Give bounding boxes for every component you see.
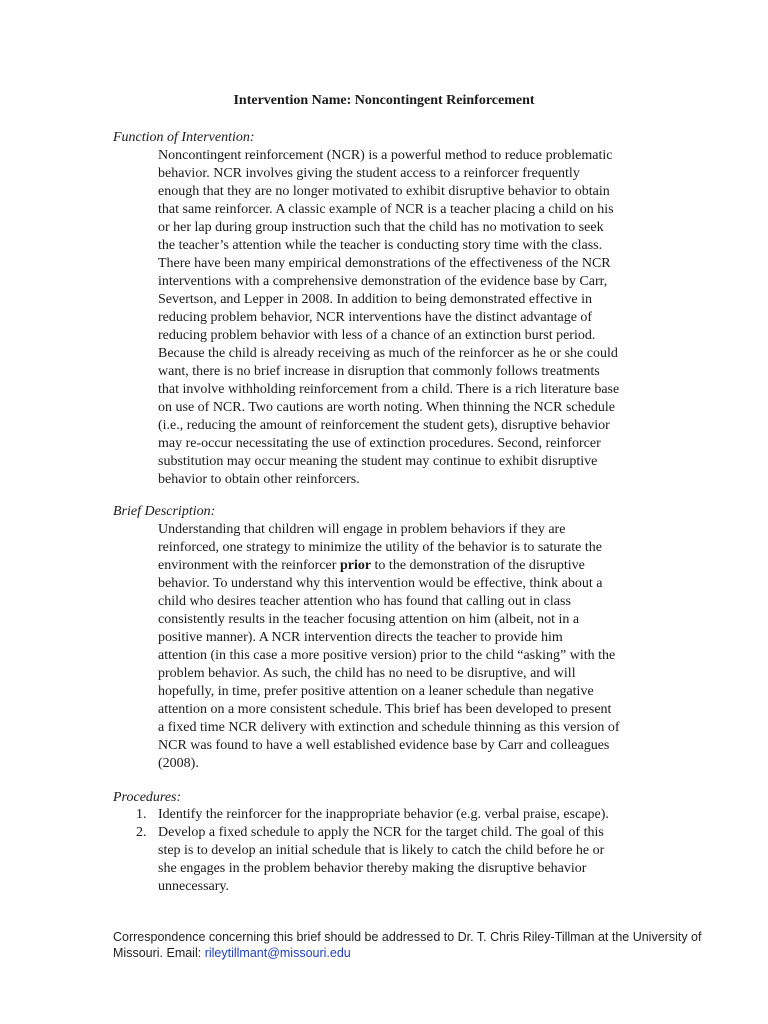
text-line: hopefully, in time, prefer positive attention on a leaner schedule than negative (158, 684, 594, 699)
text-line: unnecessary. (158, 879, 230, 894)
text-line: (i.e., reducing the amount of reinforcement the student gets), disruptive behavior (158, 418, 610, 433)
emphasis-prior: prior (339, 558, 372, 573)
text-line: on use of NCR. Two cautions are worth noting. When thinning the NCR schedule (158, 400, 615, 415)
text-line: Because the child is already receiving as much of the reinforcer as he or she could (158, 346, 618, 361)
text-line: may re-occur necessitating the use of extinction procedures. Second, reinforcer (158, 436, 601, 451)
text-line: interventions with a comprehensive demonstration of the evidence base by Carr, (158, 274, 608, 289)
text-line: There have been many empirical demonstrations of the effectiveness of the NCR (158, 256, 611, 271)
text-line: Identify the reinforcer for the inappropriate behavior (e.g. verbal praise, escape). (158, 807, 609, 822)
text-line: problem behavior. As such, the child has no need to be disruptive, and will (158, 666, 576, 681)
text-line: (2008). (158, 756, 199, 771)
text-line: reducing problem behavior with less of a chance of an extinction burst period. (158, 328, 596, 343)
text-line: reinforced, one strategy to minimize the utility of the behavior is to saturate the (158, 540, 602, 555)
text-line: or her lap during group instruction such that the child has no motivation to seek (158, 220, 604, 235)
text-line: step is to develop an initial schedule that is likely to catch the child before he or (158, 843, 605, 858)
text-line: NCR was found to have a well established evidence base by Carr and colleagues (158, 738, 610, 753)
text-line: substitution may occur meaning the student may continue to exhibit disruptive (158, 454, 598, 469)
footer-text: Missouri. Email: (113, 946, 205, 960)
function-heading: Function of Intervention: (113, 130, 255, 145)
text-line: a fixed time NCR delivery with extinction and schedule thinning as this version of (158, 720, 620, 735)
list-item (136, 824, 656, 896)
text-line: the teacher’s attention while the teacher is conducting story time with the class. (158, 238, 603, 253)
text-line: enough that they are no longer motivated to exhibit disruptive behavior to obtain (158, 184, 610, 199)
text-fragment: to the demonstration of the disruptive (371, 558, 585, 573)
text-line: reducing problem behavior, NCR interventions have the distinct advantage of (158, 310, 593, 325)
function-paragraph (158, 147, 658, 489)
text-line: that same reinforcer. A classic example of NCR is a teacher placing a child on his (158, 202, 614, 217)
correspondence-footer (113, 929, 702, 961)
page-title: Intervention Name: Noncontingent Reinforcement (233, 93, 535, 108)
text-line: she engages in the problem behavior thereby making the disruptive behavior (158, 861, 587, 876)
procedures-heading: Procedures: (113, 790, 182, 805)
text-fragment: environment with the reinforcer (158, 558, 340, 573)
brief-paragraph (158, 521, 658, 773)
email-link[interactable]: rileytillmant@missouri.edu (204, 946, 351, 960)
item-number: 2. (136, 825, 147, 840)
text-line: attention on a more consistent schedule. This brief has been developed to present (158, 702, 612, 717)
text-line: Severtson, and Lepper in 2008. In addition to being demonstrated effective in (158, 292, 593, 307)
text-line: Develop a fixed schedule to apply the NCR for the target child. The goal of this (158, 825, 604, 840)
item-number: 1. (136, 807, 147, 822)
footer-line: Correspondence concerning this brief should be addressed to Dr. T. Chris Riley-Tillman at the University of (113, 930, 702, 944)
text-line: behavior to obtain other reinforcers. (158, 472, 360, 487)
text-line: positive manner). A NCR intervention directs the teacher to provide him (158, 630, 563, 645)
text-line (158, 557, 658, 575)
text-line: that involve withholding reinforcement from a child. There is a rich literature base (158, 382, 620, 397)
text-line: Noncontingent reinforcement (NCR) is a powerful method to reduce problematic (158, 148, 613, 163)
text-line: consistently results in the teacher focusing attention on him (albeit, not in a (158, 612, 580, 627)
brief-heading: Brief Description: (113, 504, 216, 519)
text-line: behavior. To understand why this intervention would be effective, think about a (158, 576, 603, 591)
text-line: want, there is no brief increase in disruption that commonly follows treatments (158, 364, 600, 379)
text-line: Understanding that children will engage in problem behaviors if they are (158, 522, 566, 537)
list-item (136, 806, 656, 824)
footer-line (113, 945, 673, 961)
text-line: attention (in this case a more positive version) prior to the child “asking” with the (158, 648, 616, 663)
text-line: child who desires teacher attention who has found that calling out in class (158, 594, 571, 609)
procedures-list (136, 806, 656, 896)
text-line: behavior. NCR involves giving the student access to a reinforcer frequently (158, 166, 580, 181)
